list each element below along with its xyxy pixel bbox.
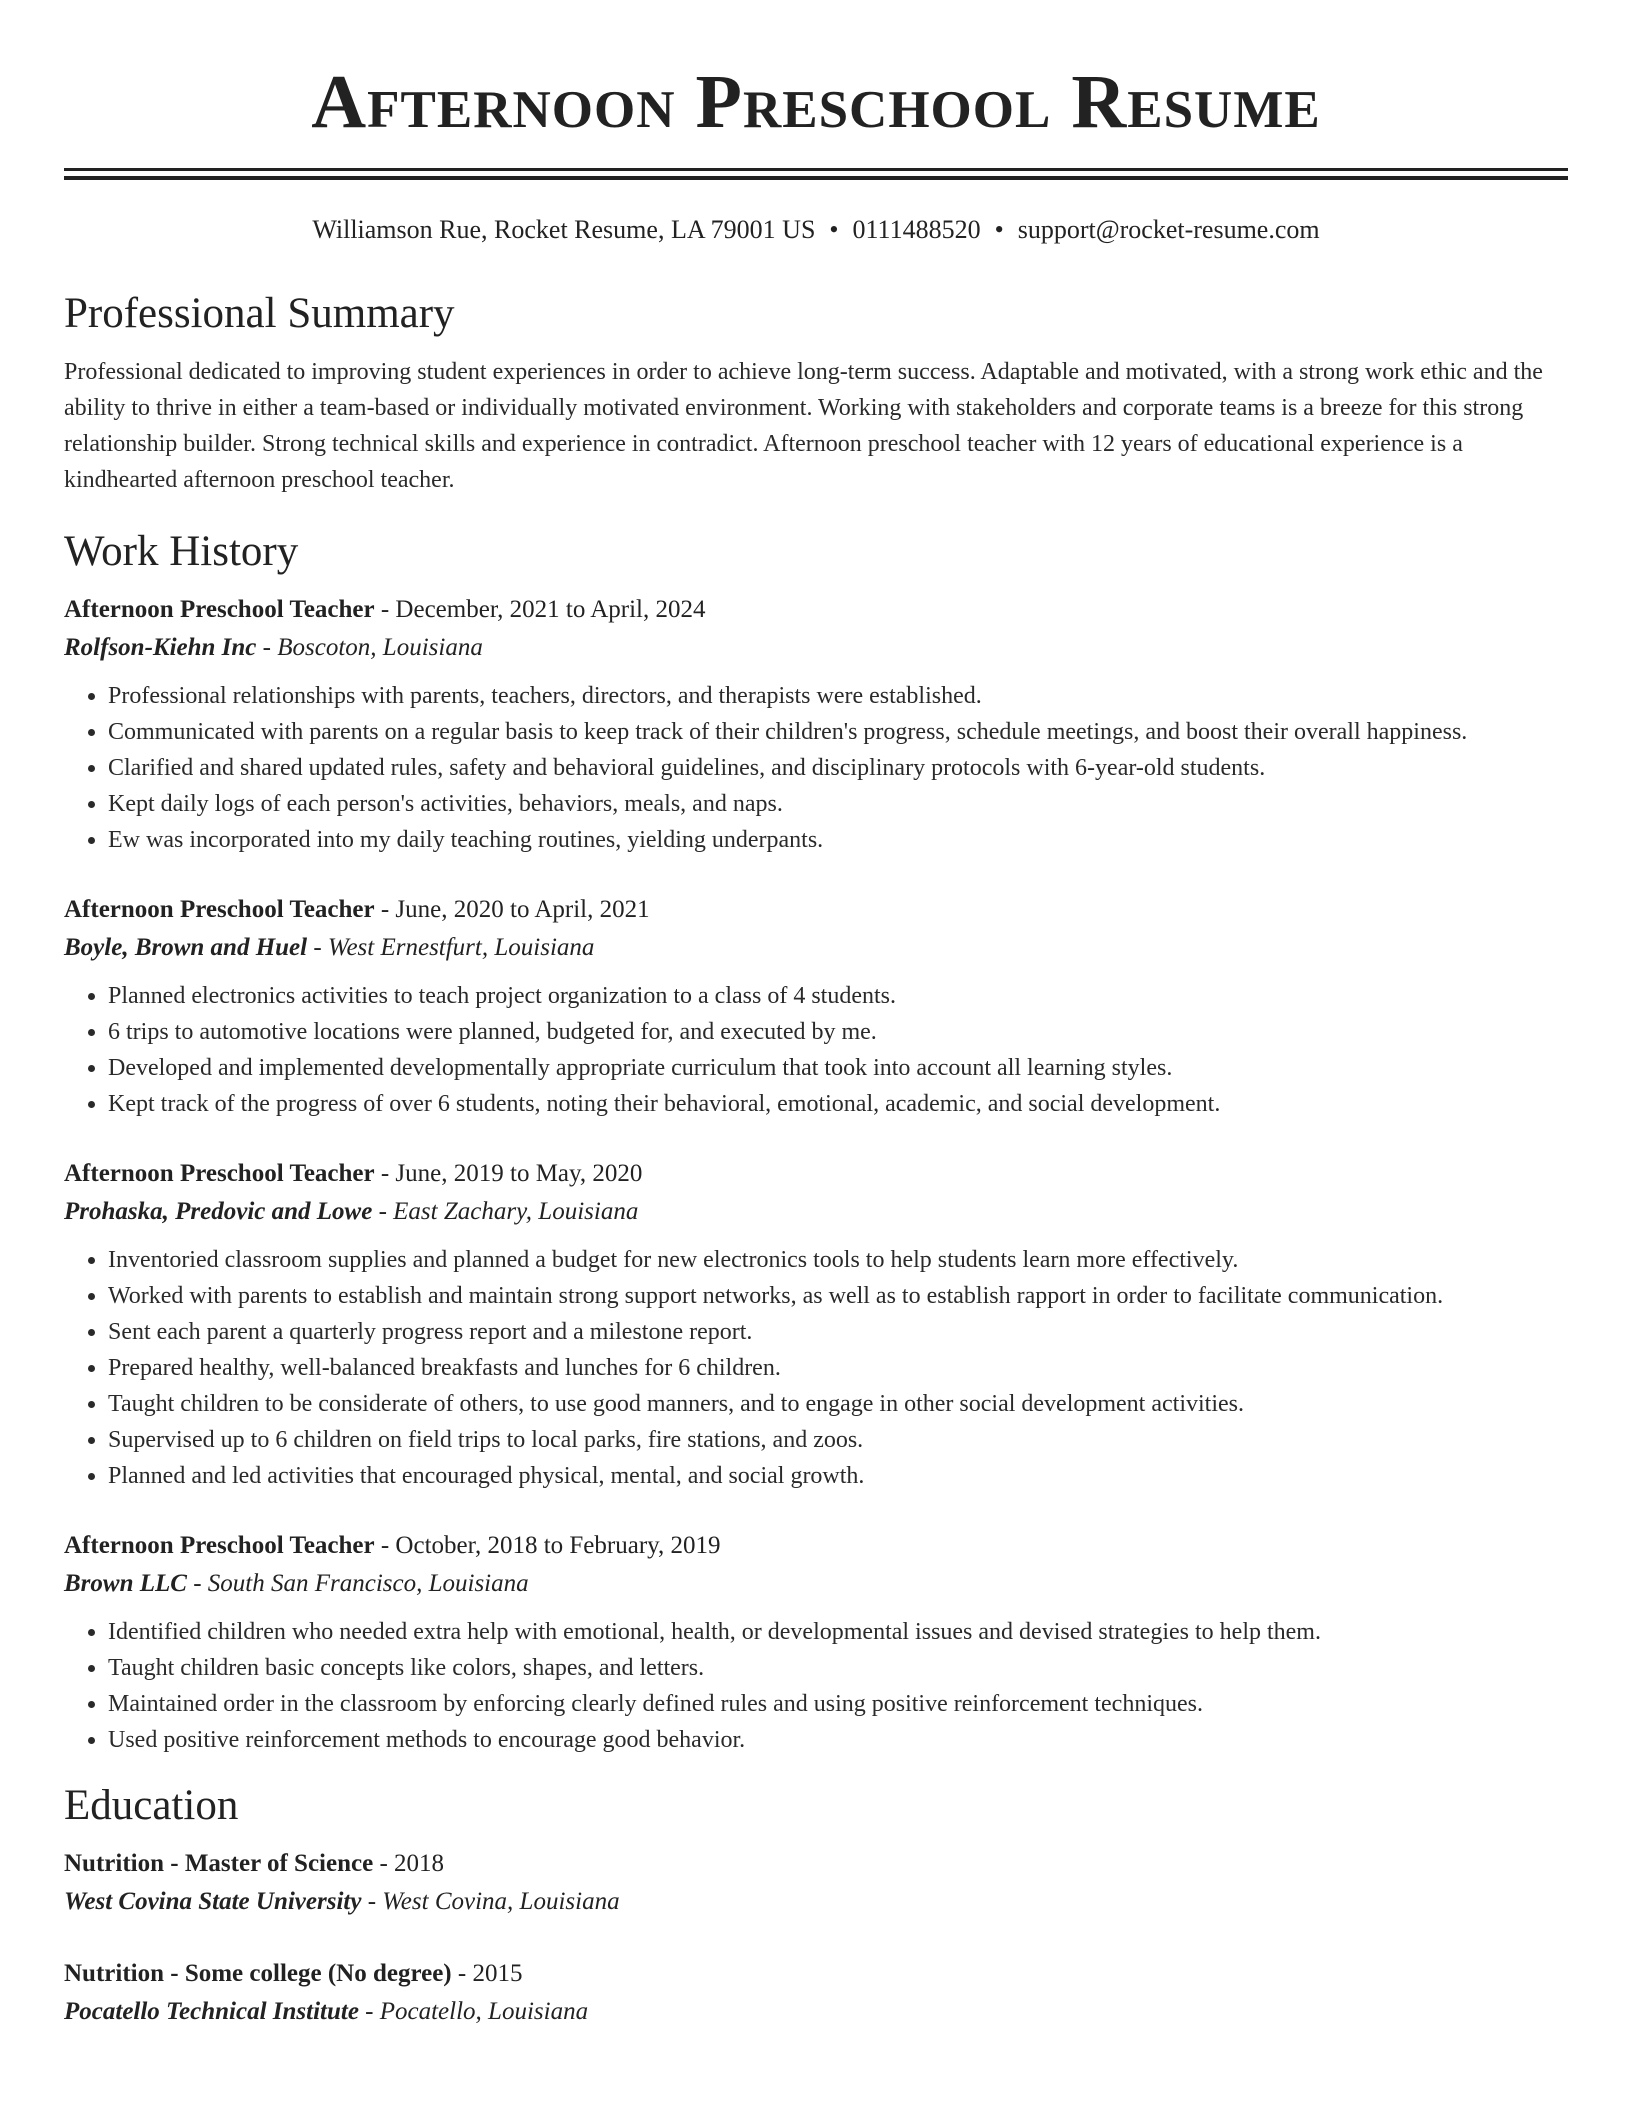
job-bullet: • Communicated with parents on a regular basis to keep track of their children's progress, schedule meetings, and boost their overall happiness. (108, 714, 1568, 750)
education-degree-line (64, 1956, 1568, 1992)
job-dates: - December, 2021 to April, 2024 (374, 596, 706, 623)
job-bullets (64, 978, 1568, 1122)
job-entry (64, 592, 1568, 858)
job-title-line (64, 1528, 1568, 1564)
education-entry (64, 1956, 1568, 2032)
job-bullet: • Planned electronics activities to teach project organization to a class of 4 students. (108, 978, 1568, 1014)
job-bullet: • Identified children who needed extra help with emotional, health, or developmental issues and devised strategies to help them. (108, 1614, 1568, 1650)
job-company: Rolfson-Kiehn Inc (64, 634, 257, 661)
education-degree-line (64, 1846, 1568, 1882)
job-company-line (64, 628, 1568, 668)
job-location: - South San Francisco, Louisiana (186, 1570, 529, 1597)
summary-heading: Professional Summary (64, 290, 455, 337)
resume-title: Afternoon Preschool Resume (311, 60, 1321, 144)
job-company: Boyle, Brown and Huel (64, 934, 308, 961)
job-bullets (64, 678, 1568, 858)
contact-address: Williamson Rue, Rocket Resume, LA 79001 US (312, 215, 816, 244)
job-bullet: • Maintained order in the classroom by enforcing clearly defined rules and using positive reinforcement techniques. (108, 1686, 1568, 1722)
job-bullet: • Used positive reinforcement methods to encourage good behavior. (108, 1722, 1568, 1758)
contact-separator: • (994, 215, 1004, 244)
education-school-line (64, 1882, 1568, 1922)
job-entry (64, 1156, 1568, 1494)
job-location: - Boscoton, Louisiana (256, 634, 483, 661)
contact-phone: 0111488520 (852, 215, 981, 244)
job-bullet: • Kept track of the progress of over 6 students, noting their behavioral, emotional, academic, and social development. (108, 1086, 1568, 1122)
education-location: - West Covina, Louisiana (361, 1888, 620, 1915)
education-school: West Covina State University (64, 1888, 362, 1915)
job-bullet: • Professional relationships with parents, teachers, directors, and therapists were established. (108, 678, 1568, 714)
job-company-line (64, 1192, 1568, 1232)
job-bullet: • Planned and led activities that encouraged physical, mental, and social growth. (108, 1458, 1568, 1494)
education-entry (64, 1846, 1568, 1922)
summary-text: Professional dedicated to improving student experiences in order to achieve long-term success. Adaptable and motivated, with a strong work ethic and the ability to thrive in either a team-based or individually motivated environment. Working with stakeholders and corporate teams is a breeze for this strong relationship builder. Strong technical skills and experience in contradict. Afternoon preschool teacher with 12 years of educational experience is a kindhearted afternoon preschool teacher. (64, 359, 1543, 493)
job-bullets (64, 1242, 1568, 1494)
job-company: Brown LLC (64, 1570, 187, 1597)
job-entry (64, 892, 1568, 1122)
contact-separator: • (829, 215, 839, 244)
education-school: Pocatello Technical Institute (64, 1998, 359, 2025)
job-bullet: • Inventoried classroom supplies and planned a budget for new electronics tools to help students learn more effectively. (108, 1242, 1568, 1278)
education-location: - Pocatello, Louisiana (358, 1998, 589, 2025)
job-company: Prohaska, Predovic and Lowe (64, 1198, 373, 1225)
contact-line (64, 214, 1568, 246)
job-dates: - October, 2018 to February, 2019 (374, 1532, 721, 1559)
job-bullet: • Clarified and shared updated rules, safety and behavioral guidelines, and disciplinary protocols with 6-year-old students. (108, 750, 1568, 786)
education-heading: Education (64, 1782, 239, 1829)
job-title-line (64, 592, 1568, 628)
job-bullet: • Worked with parents to establish and maintain strong support networks, as well as to establish rapport in order to facilitate communication. (108, 1278, 1568, 1314)
job-location: - East Zachary, Louisiana (372, 1198, 639, 1225)
job-bullet: • Supervised up to 6 children on field trips to local parks, fire stations, and zoos. (108, 1422, 1568, 1458)
job-bullet: • Taught children to be considerate of others, to use good manners, and to engage in other social development activities. (108, 1386, 1568, 1422)
job-company-line (64, 1564, 1568, 1604)
job-bullet: • Ew was incorporated into my daily teaching routines, yielding underpants. (108, 822, 1568, 858)
job-dates: - June, 2020 to April, 2021 (374, 896, 650, 923)
job-title: Afternoon Preschool Teacher (64, 1532, 375, 1559)
job-bullet: • Prepared healthy, well-balanced breakfasts and lunches for 6 children. (108, 1350, 1568, 1386)
job-title-line (64, 892, 1568, 928)
education-degree: Nutrition - Some college (No degree) (64, 1960, 452, 1987)
contact-email: support@rocket-resume.com (1017, 215, 1320, 244)
job-bullets (64, 1614, 1568, 1758)
job-entry (64, 1528, 1568, 1758)
work-history-heading: Work History (64, 528, 299, 575)
job-title-line (64, 1156, 1568, 1192)
education-school-line (64, 1992, 1568, 2032)
job-company-line (64, 928, 1568, 968)
education-year: - 2018 (373, 1850, 445, 1877)
job-title: Afternoon Preschool Teacher (64, 596, 375, 623)
job-location: - West Ernestfurt, Louisiana (307, 934, 595, 961)
education-year: - 2015 (451, 1960, 523, 1987)
job-title: Afternoon Preschool Teacher (64, 1160, 375, 1187)
job-bullet: • Developed and implemented developmentally appropriate curriculum that took into account all learning styles. (108, 1050, 1568, 1086)
job-dates: - June, 2019 to May, 2020 (374, 1160, 643, 1187)
education-degree: Nutrition - Master of Science (64, 1850, 374, 1877)
job-bullet: • Taught children basic concepts like colors, shapes, and letters. (108, 1650, 1568, 1686)
job-title: Afternoon Preschool Teacher (64, 896, 375, 923)
title-divider (64, 168, 1568, 180)
job-bullet: • Sent each parent a quarterly progress report and a milestone report. (108, 1314, 1568, 1350)
job-bullet: • 6 trips to automotive locations were planned, budgeted for, and executed by me. (108, 1014, 1568, 1050)
job-bullet: • Kept daily logs of each person's activities, behaviors, meals, and naps. (108, 786, 1568, 822)
